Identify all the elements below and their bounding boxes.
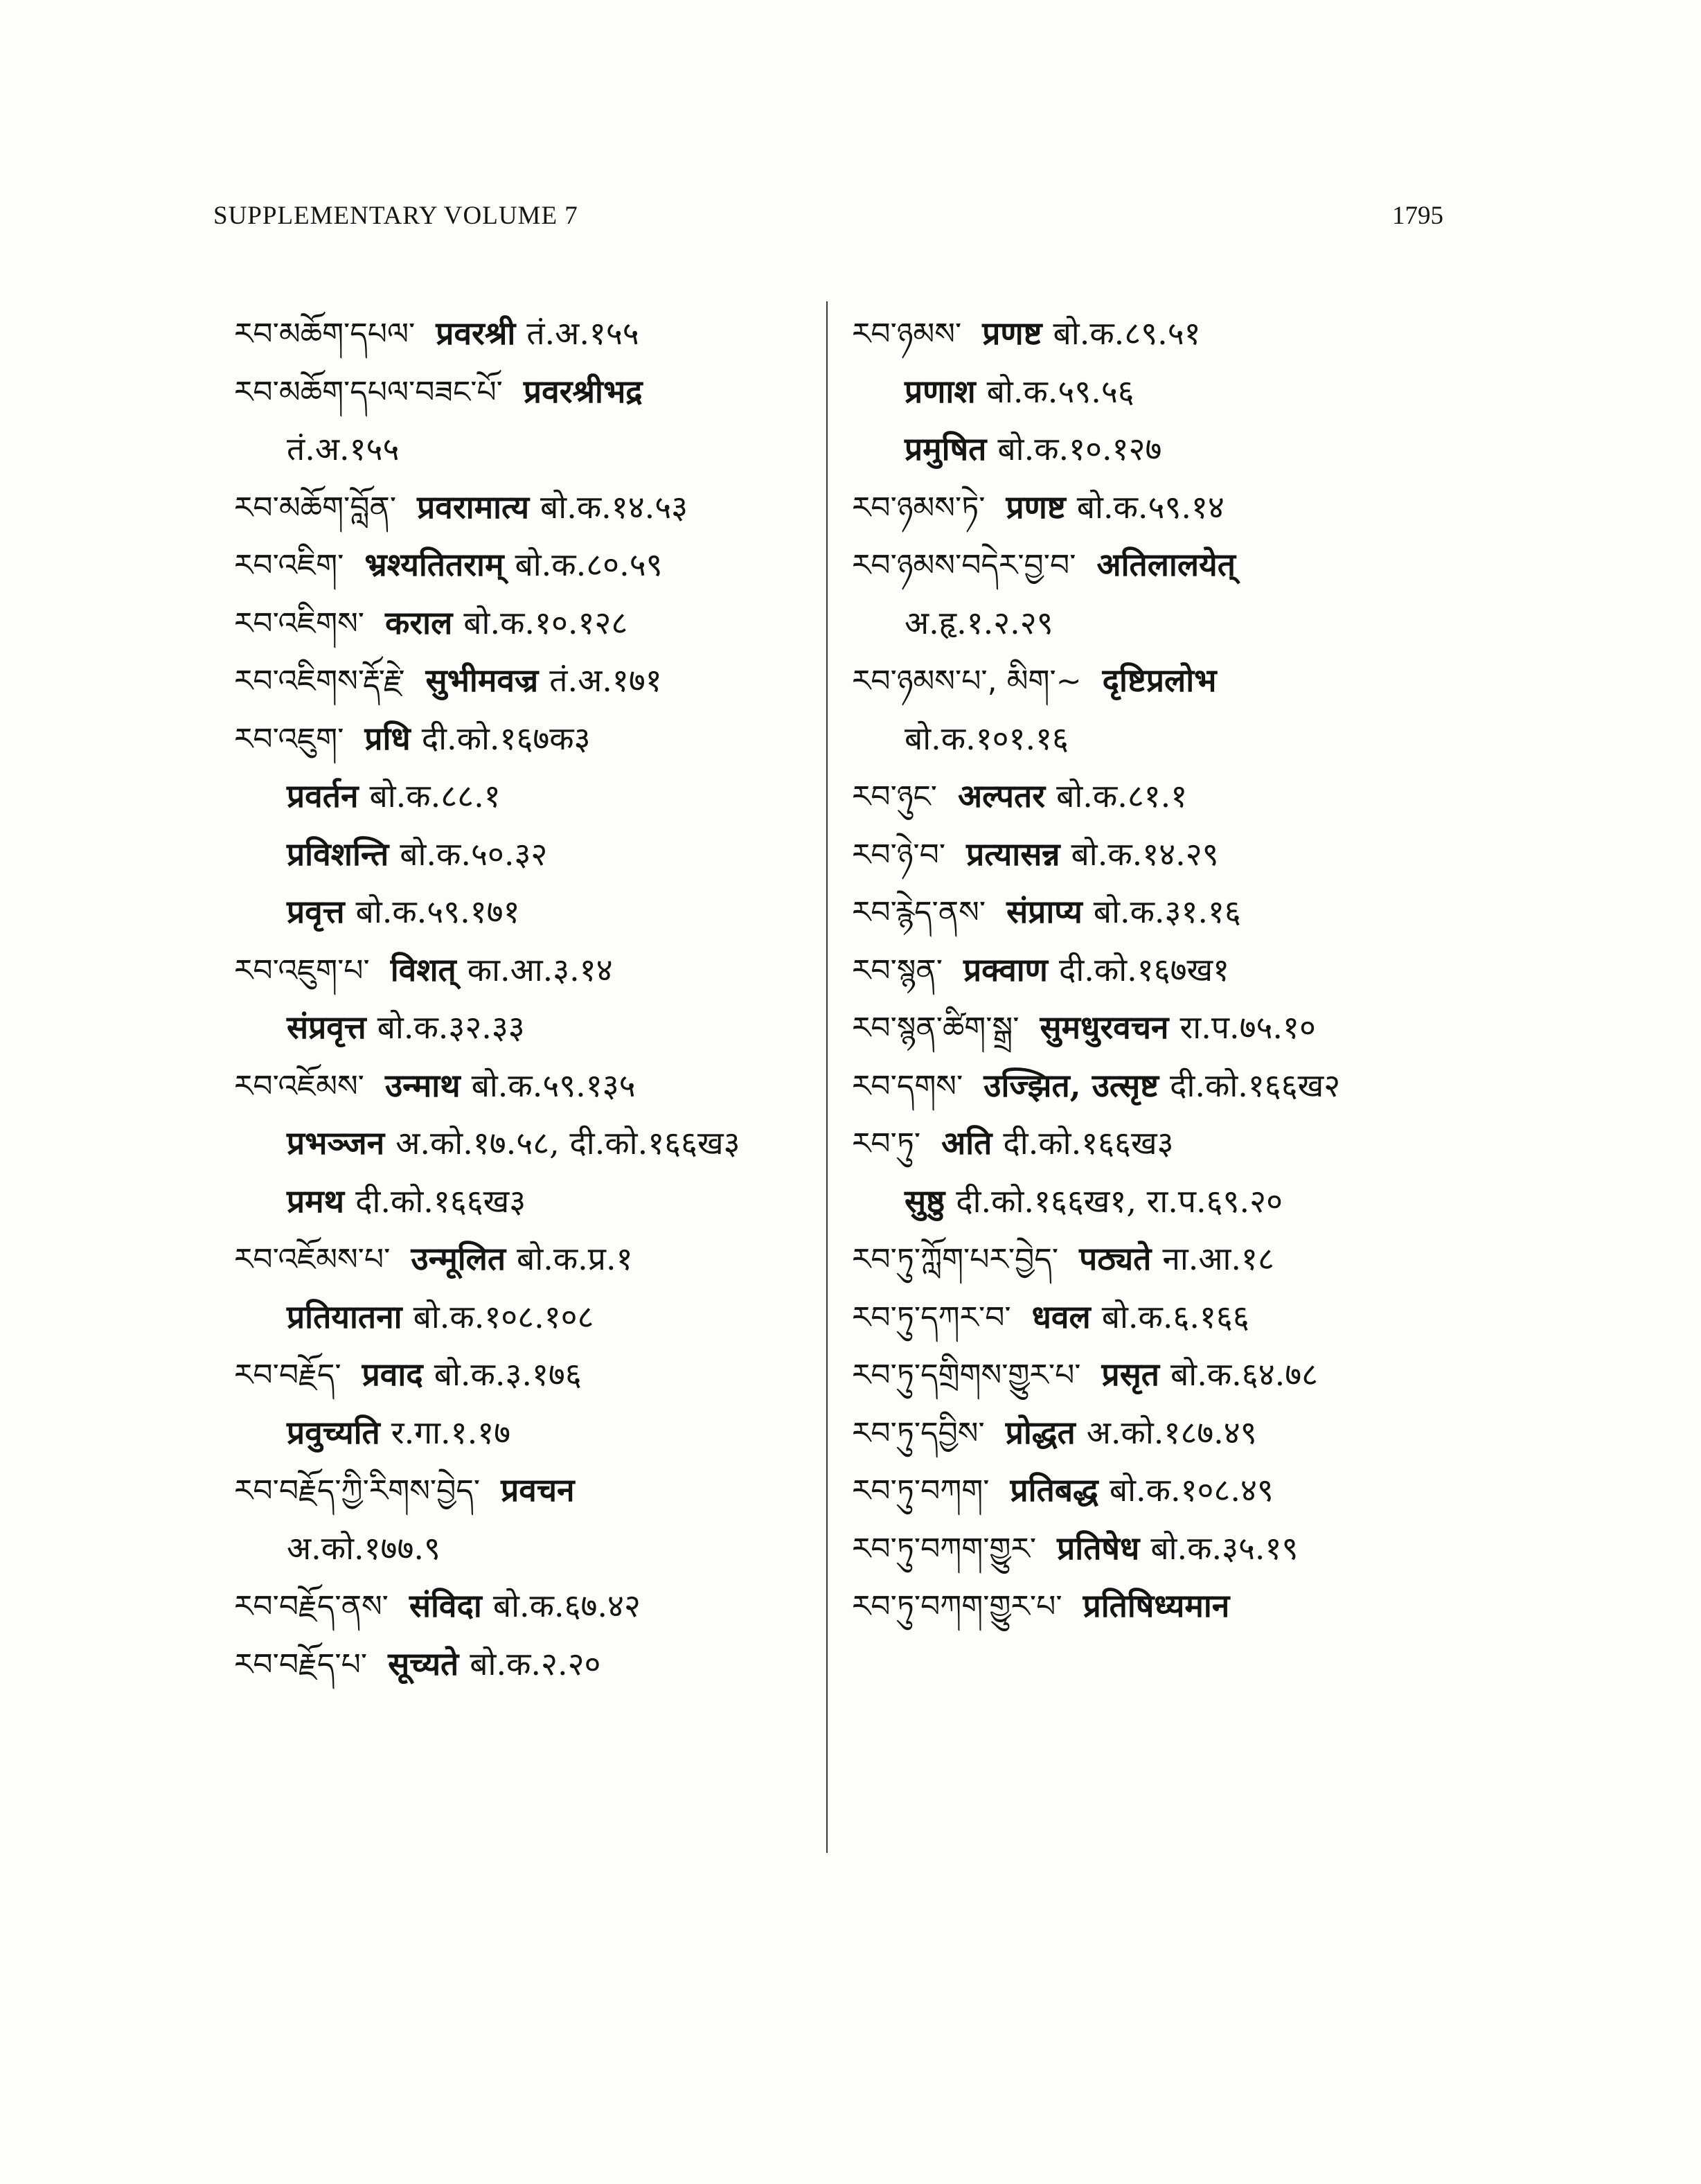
tibetan-headword: རབ་མཆོག་དཔལ་བཟང་པོ་ (234, 374, 503, 410)
dictionary-entry-line (852, 363, 1475, 421)
source-reference: बो.क.६७.४२ (492, 1587, 641, 1624)
source-reference: दी.को.१६६ख३ (1003, 1124, 1174, 1162)
dictionary-entry-line (234, 1115, 816, 1173)
dictionary-entry-line (852, 1230, 1475, 1288)
sanskrit-equivalent: प्रभञ्जन (287, 1124, 385, 1162)
dictionary-entry-line (234, 420, 816, 479)
source-reference: बो.क.५९.१३५ (471, 1066, 636, 1104)
dictionary-entry-line (234, 767, 816, 826)
dictionary-entry-line (234, 1230, 816, 1288)
sanskrit-equivalent: प्रवचन (501, 1471, 575, 1509)
tibetan-headword: རབ་འཇིགས་ (234, 605, 365, 641)
tibetan-headword: རབ་བརྗོད་ཀྱི་རིགས་བྱེད་ (234, 1473, 481, 1509)
source-reference: बो.क.८८.१ (369, 777, 501, 815)
dictionary-entry-line (234, 1520, 816, 1578)
dictionary-entry-line (852, 710, 1475, 768)
tibetan-headword: རབ་ཏུ་བཀག་གྱུར་པ་ (852, 1589, 1062, 1624)
sanskrit-equivalent: प्रवृत्त (287, 893, 345, 930)
dictionary-entry-line (852, 1520, 1475, 1578)
tibetan-headword: རབ་དགས་ (852, 1068, 963, 1104)
source-reference: बो.क.प्र.१ (517, 1240, 633, 1277)
sanskrit-equivalent: प्रणष्ट (982, 314, 1042, 352)
source-reference: तं.अ.१५५ (287, 430, 400, 468)
sanskrit-equivalent: सुष्ठु (905, 1182, 945, 1220)
dictionary-entry-line (234, 1577, 816, 1635)
dictionary-entry-line (234, 536, 816, 594)
dictionary-entry-line (234, 883, 816, 941)
dictionary-entry-line (852, 1404, 1475, 1462)
dictionary-entry-line (852, 536, 1475, 594)
dictionary-entry-line (852, 652, 1475, 710)
sanskrit-equivalent: प्रतिषिध्यमान (1083, 1587, 1230, 1624)
tibetan-headword: རབ་བརྗོད་པ་ (234, 1646, 368, 1683)
source-reference: बो.क.६.१६६ (1101, 1297, 1249, 1335)
tibetan-headword: རབ་འཇོམས་པ་ (234, 1242, 391, 1277)
sanskrit-equivalent: प्रमुषित (905, 430, 987, 468)
tibetan-headword: རབ་བརྗོད་ནས་ (234, 1589, 389, 1624)
source-reference: बो.क.३५.१९ (1150, 1529, 1299, 1567)
source-reference: बो.क.१०८.४९ (1109, 1471, 1274, 1509)
source-reference: बो.क.३.१७६ (434, 1356, 582, 1393)
dictionary-entry-line (852, 594, 1475, 652)
tibetan-headword: རབ་འཇུག་ (234, 721, 344, 757)
source-reference: तं.अ.१७१ (549, 662, 662, 699)
source-reference: दी.को.१६६ख१, रा.प.६९.२० (956, 1182, 1283, 1220)
dictionary-entry-line (234, 941, 816, 1000)
tibetan-headword: རབ་བརྗོད་ (234, 1358, 341, 1393)
sanskrit-equivalent: विशत् (390, 950, 456, 988)
sanskrit-equivalent: धवल (1031, 1297, 1091, 1335)
tibetan-headword: རབ་ཏུ་དཀར་བ་ (852, 1299, 1011, 1335)
dictionary-entry-line (852, 883, 1475, 941)
sanskrit-equivalent: भ्रश्यतितराम् (364, 546, 504, 583)
tibetan-headword: རབ་ཉེ་བ་ (852, 837, 946, 873)
dictionary-entry-line (234, 1404, 816, 1462)
sanskrit-equivalent: प्रोद्धत (1005, 1413, 1076, 1451)
sanskrit-equivalent: प्रणष्ट (1006, 488, 1066, 526)
sanskrit-equivalent: उज्झित, उत्सृष्ट (983, 1066, 1159, 1104)
tibetan-headword: རབ་མཆོག་དཔལ་ (234, 317, 416, 352)
sanskrit-equivalent: प्रतिषेध (1057, 1529, 1140, 1567)
tibetan-headword: རབ་ཏུ་དབྱིས་ (852, 1415, 985, 1451)
column-divider (826, 301, 828, 1853)
sanskrit-equivalent: प्रवरामात्य (417, 488, 530, 526)
dictionary-entry-line (234, 363, 816, 421)
dictionary-entry-line (852, 479, 1475, 537)
dictionary-entry-line (234, 479, 816, 537)
sanskrit-equivalent: प्रणाश (905, 372, 976, 410)
dictionary-entry-line (852, 1288, 1475, 1347)
tibetan-headword: རབ་འཇིག་ (234, 548, 344, 583)
source-reference: दी.को.१६७क३ (421, 719, 591, 757)
sanskrit-equivalent: सुमधुरवचन (1040, 1009, 1169, 1046)
tibetan-headword: རབ་ཏུ་བཀག་ (852, 1473, 990, 1509)
sanskrit-equivalent: सुभीमवज्र (425, 662, 539, 699)
source-reference: रा.प.७५.१० (1179, 1009, 1316, 1046)
sanskrit-equivalent: प्रतिबद्ध (1010, 1471, 1098, 1509)
source-reference: बो.क.१०.१२७ (997, 430, 1162, 468)
sanskrit-equivalent: उन्मूलित (411, 1240, 506, 1277)
source-reference: अ.को.१७७.९ (287, 1529, 440, 1567)
tibetan-headword: རབ་འཇོམས་ (234, 1068, 364, 1104)
source-reference: बो.क.५९.१७१ (355, 893, 520, 930)
sanskrit-equivalent: संप्रवृत्त (287, 1009, 366, 1046)
source-reference: बो.क.५९.५६ (986, 372, 1134, 410)
dictionary-entry-line (852, 941, 1475, 1000)
dictionary-entry-line (234, 1346, 816, 1404)
sanskrit-equivalent: प्रधि (364, 719, 411, 757)
sanskrit-equivalent: सूच्यते (388, 1644, 459, 1683)
tibetan-headword: རབ་ཏུ་ཀློག་པར་བྱེད་ (852, 1242, 1059, 1277)
source-reference: बो.क.८०.५९ (515, 546, 663, 583)
dictionary-entry-line (852, 1115, 1475, 1173)
source-reference: अ.को.१७.५८, दी.को.१६६ख३ (395, 1124, 740, 1162)
source-reference: दी.को.१६७ख१ (1058, 950, 1230, 988)
dictionary-entry-line (234, 652, 816, 710)
dictionary-entry-line (852, 826, 1475, 884)
sanskrit-equivalent: अति (941, 1124, 992, 1162)
dictionary-entry-line (234, 1288, 816, 1347)
source-reference: का.आ.३.१४ (467, 950, 613, 988)
source-reference: बो.क.३१.१६ (1093, 893, 1241, 930)
source-reference: बो.क.१०.१२८ (463, 603, 628, 641)
source-reference: बो.क.६४.७८ (1170, 1356, 1319, 1393)
tibetan-headword: རབ་ཉུང་ (852, 779, 938, 815)
sanskrit-equivalent: प्रसृत (1101, 1356, 1160, 1393)
sanskrit-equivalent: अल्पतर (958, 777, 1046, 815)
sanskrit-equivalent: प्रत्यासन्न (966, 835, 1060, 873)
sanskrit-equivalent: दृष्टिप्रलोभ (1102, 662, 1217, 699)
dictionary-entry-line (852, 999, 1475, 1057)
tibetan-headword: རབ་རྙེད་ནས་ (852, 895, 986, 930)
right-column (852, 305, 1475, 1635)
sanskrit-equivalent: प्रवाद (362, 1356, 423, 1393)
tibetan-headword: རབ་སྙན་ (852, 952, 943, 988)
source-reference: बो.क.१०१.१६ (905, 719, 1069, 757)
dictionary-entry-line (852, 420, 1475, 479)
source-reference: बो.क.८१.१ (1056, 777, 1188, 815)
tibetan-headword: རབ་སྙན་ཚིག་སྒྲ་ (852, 1011, 1019, 1046)
sanskrit-equivalent: अतिलालयेत् (1096, 546, 1236, 583)
source-reference: अ.हृ.१.२.२९ (905, 603, 1053, 641)
sanskrit-equivalent: प्रवरश्री (436, 314, 516, 352)
dictionary-entry-line (234, 1635, 816, 1694)
source-reference: तं.अ.१५५ (526, 314, 639, 352)
sanskrit-equivalent: संप्राप्य (1006, 893, 1083, 930)
dictionary-entry-line (234, 826, 816, 884)
left-column (234, 305, 816, 1693)
page-number: 1795 (1392, 202, 1443, 230)
dictionary-entry-line (852, 305, 1475, 363)
dictionary-entry-line (234, 594, 816, 652)
source-reference: दी.को.१६६ख२ (1170, 1066, 1341, 1104)
tibetan-headword: རབ་ཉམས་ (852, 317, 962, 352)
sanskrit-equivalent: प्रमथ (287, 1182, 345, 1220)
dictionary-entry-line (852, 1057, 1475, 1115)
dictionary-entry-line (852, 1346, 1475, 1404)
source-reference: ना.आ.१८ (1162, 1240, 1274, 1277)
tibetan-headword: རབ་ཏུ་བཀག་གྱུར་ (852, 1531, 1037, 1567)
dictionary-entry-line (234, 710, 816, 768)
sanskrit-equivalent: प्रवुच्यति (287, 1413, 380, 1451)
dictionary-entry-line (234, 999, 816, 1057)
source-reference: बो.क.५०.३२ (400, 835, 548, 873)
dictionary-entry-line (852, 1577, 1475, 1635)
dictionary-entry-line (234, 1462, 816, 1520)
sanskrit-equivalent: प्रविशन्ति (287, 835, 389, 873)
tibetan-headword: རབ་ཏུ་དགྲིགས་གྱུར་པ་ (852, 1358, 1081, 1393)
sanskrit-equivalent: संविदा (409, 1587, 482, 1624)
source-reference: बो.क.५९.१४ (1076, 488, 1224, 526)
source-reference: बो.क.१४.५३ (540, 488, 688, 526)
tibetan-headword: རབ་ཉམས་ཏེ་ (852, 490, 986, 526)
tibetan-headword: རབ་མཆོག་བློན་ (234, 490, 397, 526)
tibetan-headword: རབ་ཉམས་བདེར་བྱ་བ་ (852, 548, 1076, 583)
tibetan-headword: རབ་ཉམས་པ་, མིག་~ (852, 664, 1082, 699)
source-reference: अ.को.१८७.४९ (1086, 1413, 1257, 1451)
sanskrit-equivalent: पठ्यते (1079, 1240, 1152, 1277)
sanskrit-equivalent: प्रवरश्रीभद्र (523, 372, 643, 410)
sanskrit-equivalent: उन्माथ (384, 1066, 461, 1104)
source-reference: दी.को.१६६ख३ (355, 1182, 526, 1220)
source-reference: बो.क.१४.२९ (1071, 835, 1219, 873)
source-reference: बो.क.२.२० (470, 1644, 601, 1683)
dictionary-entry-line (852, 1173, 1475, 1231)
tibetan-headword: རབ་ཏུ་ (852, 1126, 921, 1162)
dictionary-entry-line (234, 1057, 816, 1115)
source-reference: बो.क.१०८.१०८ (413, 1297, 594, 1335)
dictionary-entry-line (852, 767, 1475, 826)
dictionary-entry-line (852, 1462, 1475, 1520)
source-reference: र.गा.१.१७ (391, 1413, 511, 1451)
sanskrit-equivalent: कराल (385, 603, 453, 641)
tibetan-headword: རབ་འཇིགས་རྡོ་རྗེ་ (234, 664, 405, 699)
dictionary-entry-line (234, 1173, 816, 1231)
dictionary-entry-line (234, 305, 816, 363)
source-reference: बो.क.३२.३३ (377, 1009, 525, 1046)
tibetan-headword: རབ་འཇུག་པ་ (234, 952, 370, 988)
sanskrit-equivalent: प्रक्वाण (963, 950, 1048, 988)
source-reference: बो.क.८९.५१ (1053, 314, 1201, 352)
running-header-title: SUPPLEMENTARY VOLUME 7 (213, 202, 578, 230)
sanskrit-equivalent: प्रतियातना (287, 1297, 402, 1335)
sanskrit-equivalent: प्रवर्तन (287, 777, 359, 815)
